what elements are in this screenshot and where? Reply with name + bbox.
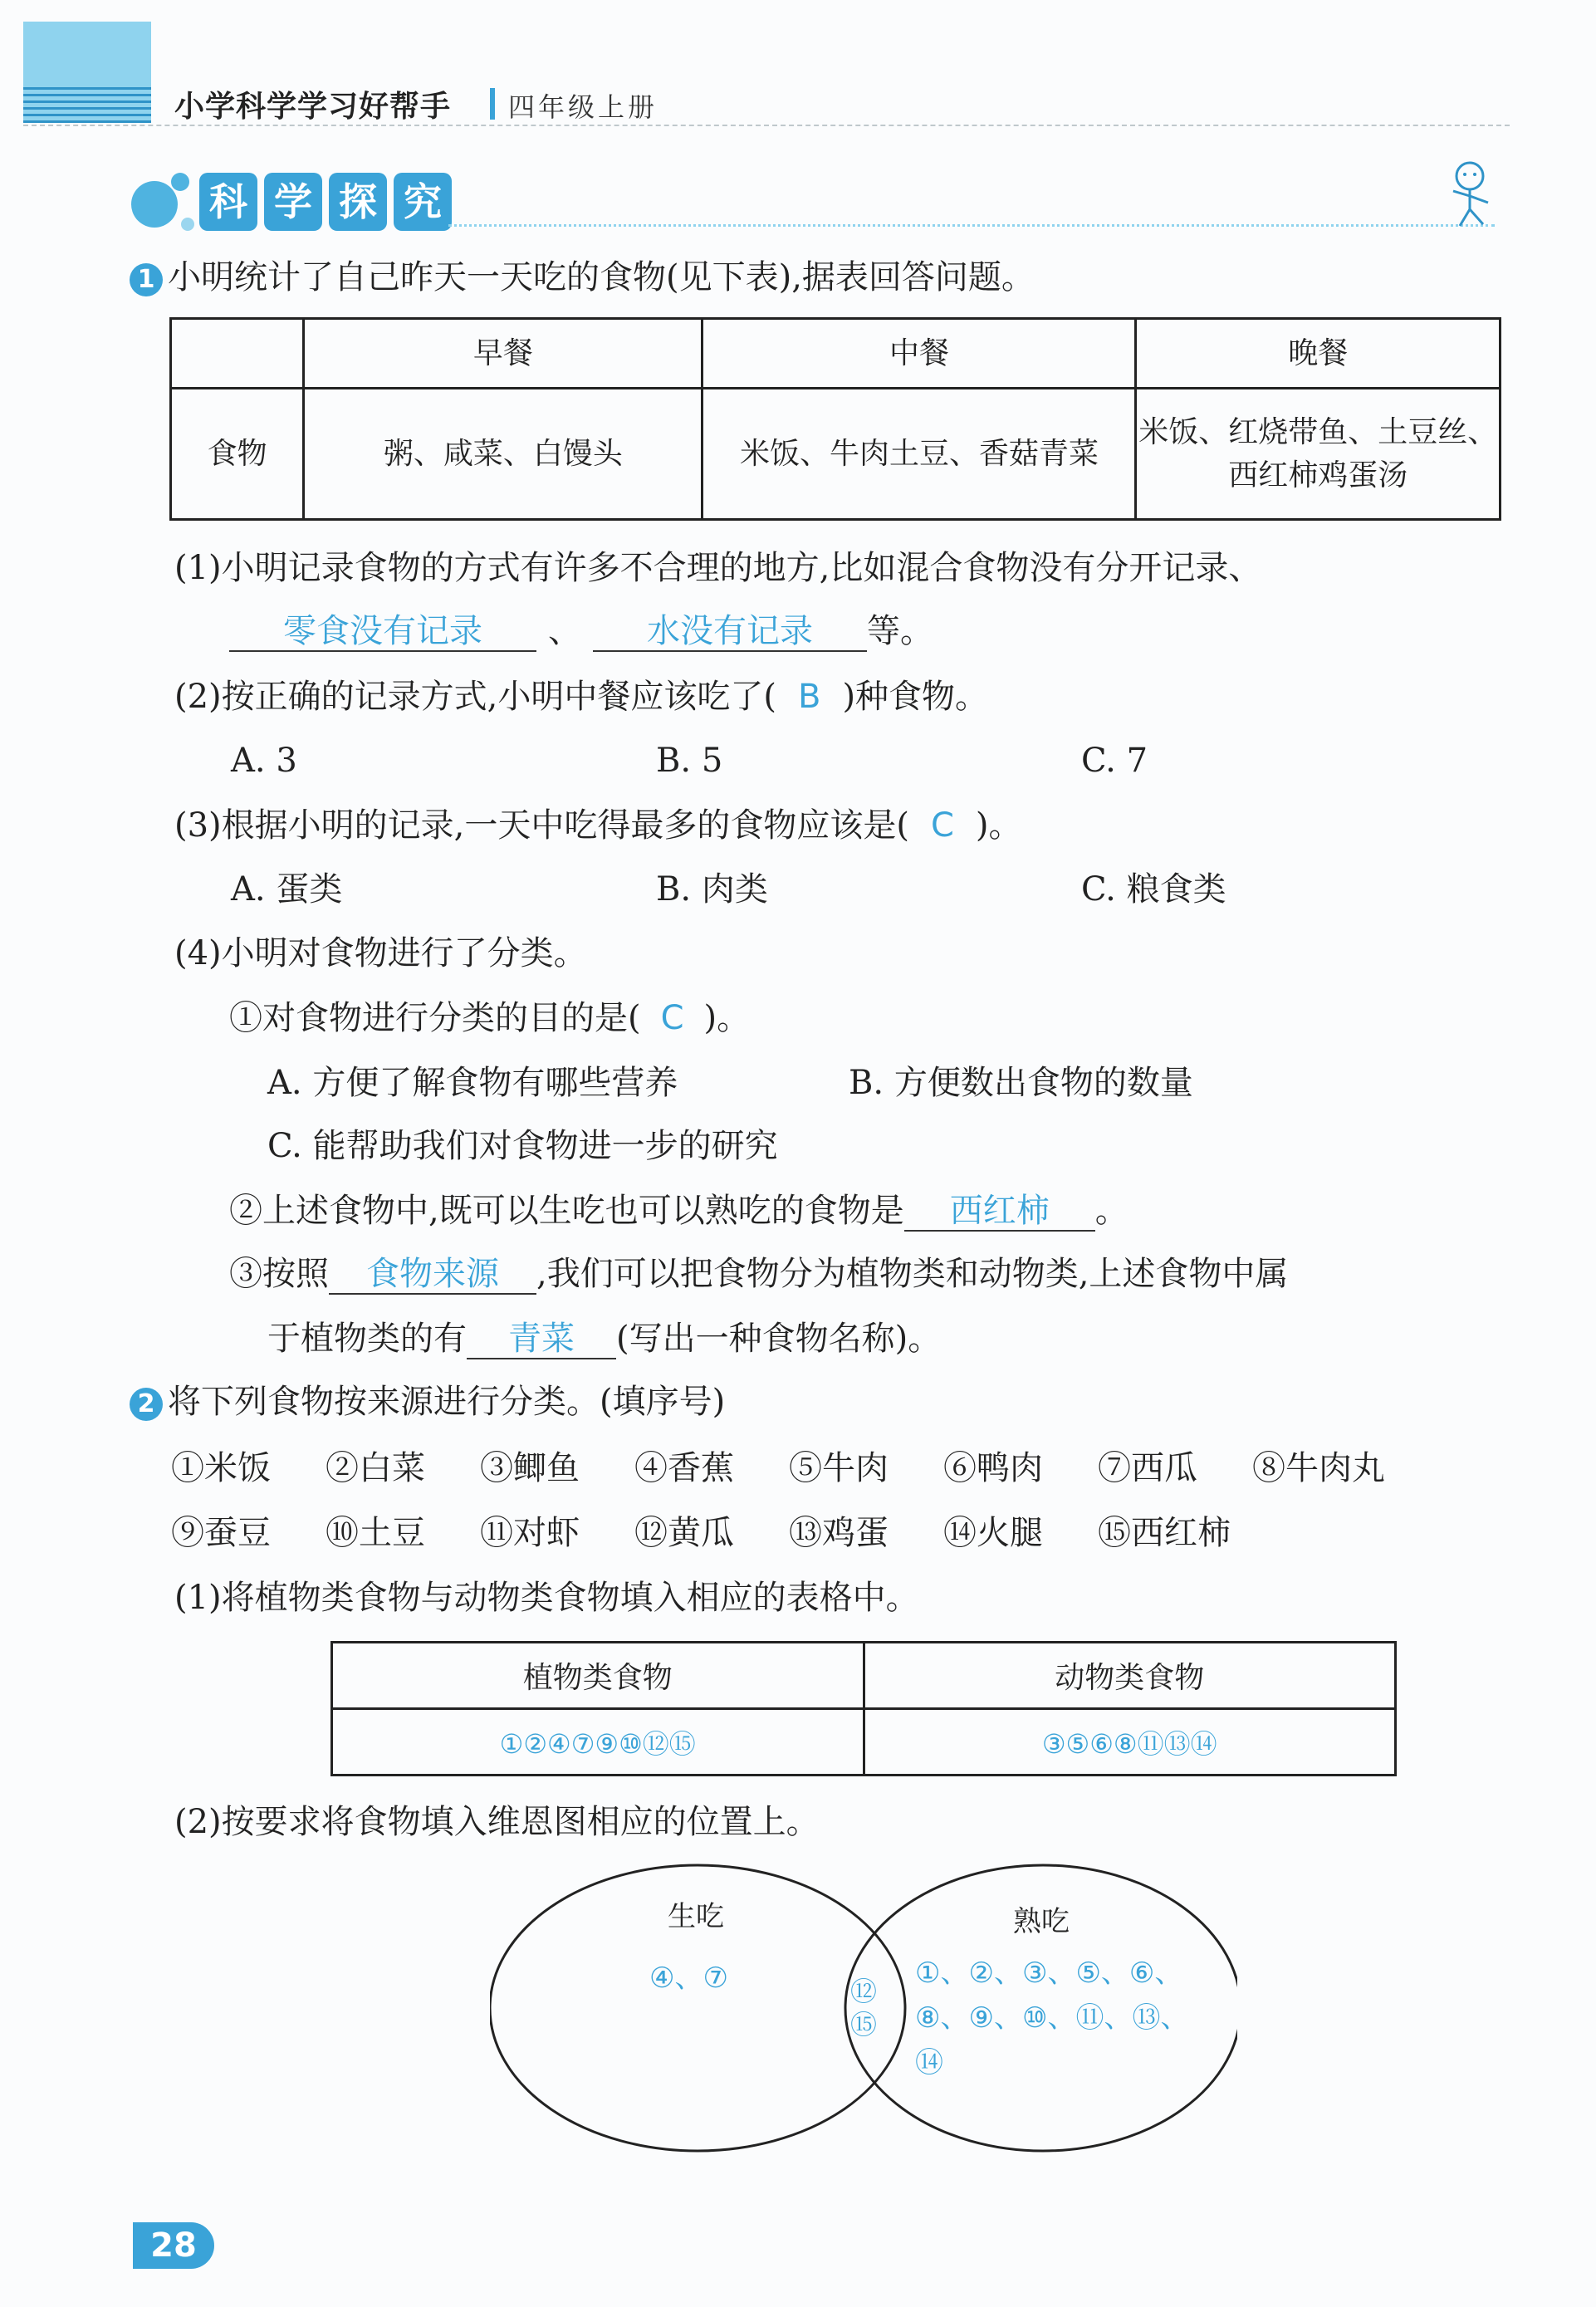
item-text: ②上述食物中,既可以生吃也可以熟吃的食物是	[229, 1192, 904, 1230]
option-a: A. 3	[231, 742, 297, 780]
bubble-decor	[171, 173, 189, 191]
section-dotted-line	[448, 224, 1495, 227]
venn-answer-raw: ④、⑦	[649, 1962, 728, 1995]
answer-choice: B	[797, 678, 821, 716]
q2-sub1: (1)将植物类食物与动物类食物填入相应的表格中。	[174, 1579, 919, 1617]
option-a: A. 蛋类	[231, 870, 343, 909]
sentence-end: 等。	[867, 612, 933, 650]
q1-sub2	[174, 677, 988, 717]
item-text: ,我们可以把食物分为植物类和动物类,上述食物中属	[536, 1255, 1289, 1293]
q1-sub1: (1)小明记录食物的方式有许多不合理的地方,比如混合食物没有分开记录、	[174, 549, 1262, 587]
food-item: ③鲫鱼	[480, 1449, 580, 1487]
q1-sub4-item1	[229, 998, 750, 1038]
option-b: B. 方便数出食物的数量	[849, 1064, 1193, 1102]
item-text: ①对食物进行分类的目的是(	[229, 999, 641, 1037]
answer-animal-food: ③⑤⑥⑧⑪⑬⑭	[864, 1709, 1396, 1776]
food-item: ⑮西红柿	[1098, 1514, 1231, 1552]
kid-mascot-icon	[1437, 158, 1511, 233]
answer-blank: 食物来源	[329, 1255, 536, 1295]
item-text: 。	[1094, 1192, 1128, 1230]
item-text: )。	[703, 999, 751, 1037]
section-title-char: 学	[264, 173, 322, 231]
q1-sub3-text: )。	[975, 806, 1022, 845]
row-label-food: 食物	[171, 389, 304, 520]
item-text: ③按照	[229, 1255, 329, 1293]
separator: 、	[548, 612, 581, 650]
section-title-char: 科	[199, 173, 257, 231]
venn-answer-both-1: ⑫	[850, 1976, 878, 2007]
option-c: C. 7	[1081, 742, 1148, 780]
answer-blank: 零食没有记录	[229, 612, 536, 652]
food-item: ⑨蚕豆	[171, 1514, 271, 1552]
section-title	[199, 173, 452, 231]
option-c: C. 能帮助我们对食物进一步的研究	[267, 1127, 778, 1165]
option-b: B. 肉类	[656, 870, 768, 909]
book-title: 小学科学学习好帮手	[174, 90, 452, 124]
header-separator	[490, 88, 495, 120]
food-item: ⑭火腿	[943, 1514, 1043, 1552]
food-item: ⑤牛肉	[789, 1449, 889, 1487]
venn-label-cooked: 熟吃	[1013, 1905, 1070, 1938]
section-title-char: 探	[329, 173, 387, 231]
food-list-row1	[171, 1448, 1385, 1488]
q2-number-badge: 2	[130, 1388, 163, 1421]
venn-answer-both-2: ⑮	[850, 2009, 878, 2040]
header-animal-food: 动物类食物	[864, 1643, 1396, 1709]
cell-breakfast: 粥、咸菜、白馒头	[304, 389, 703, 520]
answer-choice: C	[660, 999, 684, 1037]
option-a: A. 方便了解食物有哪些营养	[267, 1064, 678, 1102]
venn-answer-cooked-2: ⑧、⑨、⑩、⑪、⑬、	[915, 2001, 1189, 2035]
header-breakfast: 早餐	[304, 319, 703, 389]
q2-prompt-text: 将下列食物按来源进行分类。(填序号)	[168, 1383, 726, 1421]
q1-sub4-item2	[229, 1191, 1128, 1232]
item-text: 于植物类的有	[267, 1320, 467, 1358]
answer-blank: 西红柿	[904, 1192, 1095, 1232]
cell-dinner	[1136, 389, 1501, 520]
q1-sub3-text: (3)根据小明的记录,一天中吃得最多的食物应该是(	[174, 806, 909, 845]
venn-answer-cooked-1: ①、②、③、⑤、⑥、	[915, 1957, 1183, 1990]
food-source-table	[330, 1641, 1397, 1776]
table-corner	[171, 319, 304, 389]
food-item: ⑧牛肉丸	[1252, 1449, 1385, 1487]
header-lunch: 中餐	[703, 319, 1136, 389]
q1-number-badge: 1	[130, 263, 163, 296]
header-dinner: 晚餐	[1136, 319, 1501, 389]
food-record-table	[169, 317, 1501, 521]
food-list-row2	[171, 1513, 1231, 1553]
food-item: ⑫黄瓜	[634, 1514, 734, 1552]
food-item: ⑬鸡蛋	[789, 1514, 889, 1552]
cell-dinner-line: 米饭、红烧带鱼、土豆丝、	[1138, 414, 1498, 449]
q1-prompt-text: 小明统计了自己昨天一天吃的食物(见下表),据表回答问题。	[168, 258, 1035, 296]
q1-sub4-item3-line2	[267, 1319, 941, 1359]
food-item: ②白菜	[326, 1449, 425, 1487]
food-item: ⑦西瓜	[1098, 1449, 1197, 1487]
answer-plant-food: ①②④⑦⑨⑩⑫⑮	[332, 1709, 864, 1776]
q1-sub4-item3	[229, 1254, 1288, 1295]
q2-prompt	[130, 1382, 725, 1422]
food-item: ①米饭	[171, 1449, 271, 1487]
food-item: ④香蕉	[634, 1449, 734, 1487]
venn-label-raw: 生吃	[668, 1900, 724, 1933]
q1-sub1-answers	[229, 611, 933, 652]
header-plant-food: 植物类食物	[332, 1643, 864, 1709]
food-item: ⑩土豆	[326, 1514, 425, 1552]
header-stripes	[23, 83, 151, 123]
book-grade: 四年级上册	[508, 91, 658, 123]
q1-sub3	[174, 806, 1022, 845]
q1-sub2-text: )种食物。	[842, 678, 989, 716]
answer-choice: C	[930, 806, 954, 845]
food-item: ⑥鸭肉	[943, 1449, 1043, 1487]
venn-answer-cooked-3: ⑭	[915, 2046, 943, 2079]
item-text: (写出一种食物名称)。	[616, 1320, 942, 1358]
q2-sub2: (2)按要求将食物填入维恩图相应的位置上。	[174, 1803, 820, 1841]
q1-prompt	[130, 257, 1035, 297]
cell-lunch: 米饭、牛肉土豆、香菇青菜	[703, 389, 1136, 520]
bubble-decor	[181, 218, 194, 231]
cell-dinner-line: 西红柿鸡蛋汤	[1228, 458, 1408, 492]
option-b: B. 5	[656, 742, 723, 780]
bubble-decor	[131, 181, 178, 228]
page-number: 28	[133, 2222, 214, 2269]
answer-blank: 青菜	[467, 1320, 616, 1359]
q1-sub4: (4)小明对食物进行了分类。	[174, 934, 587, 972]
section-title-char: 究	[394, 173, 452, 231]
answer-blank: 水没有记录	[593, 612, 867, 652]
q1-sub2-text: (2)按正确的记录方式,小明中餐应该吃了(	[174, 678, 776, 716]
option-c: C. 粮食类	[1081, 870, 1226, 909]
food-item: ⑪对虾	[480, 1514, 580, 1552]
